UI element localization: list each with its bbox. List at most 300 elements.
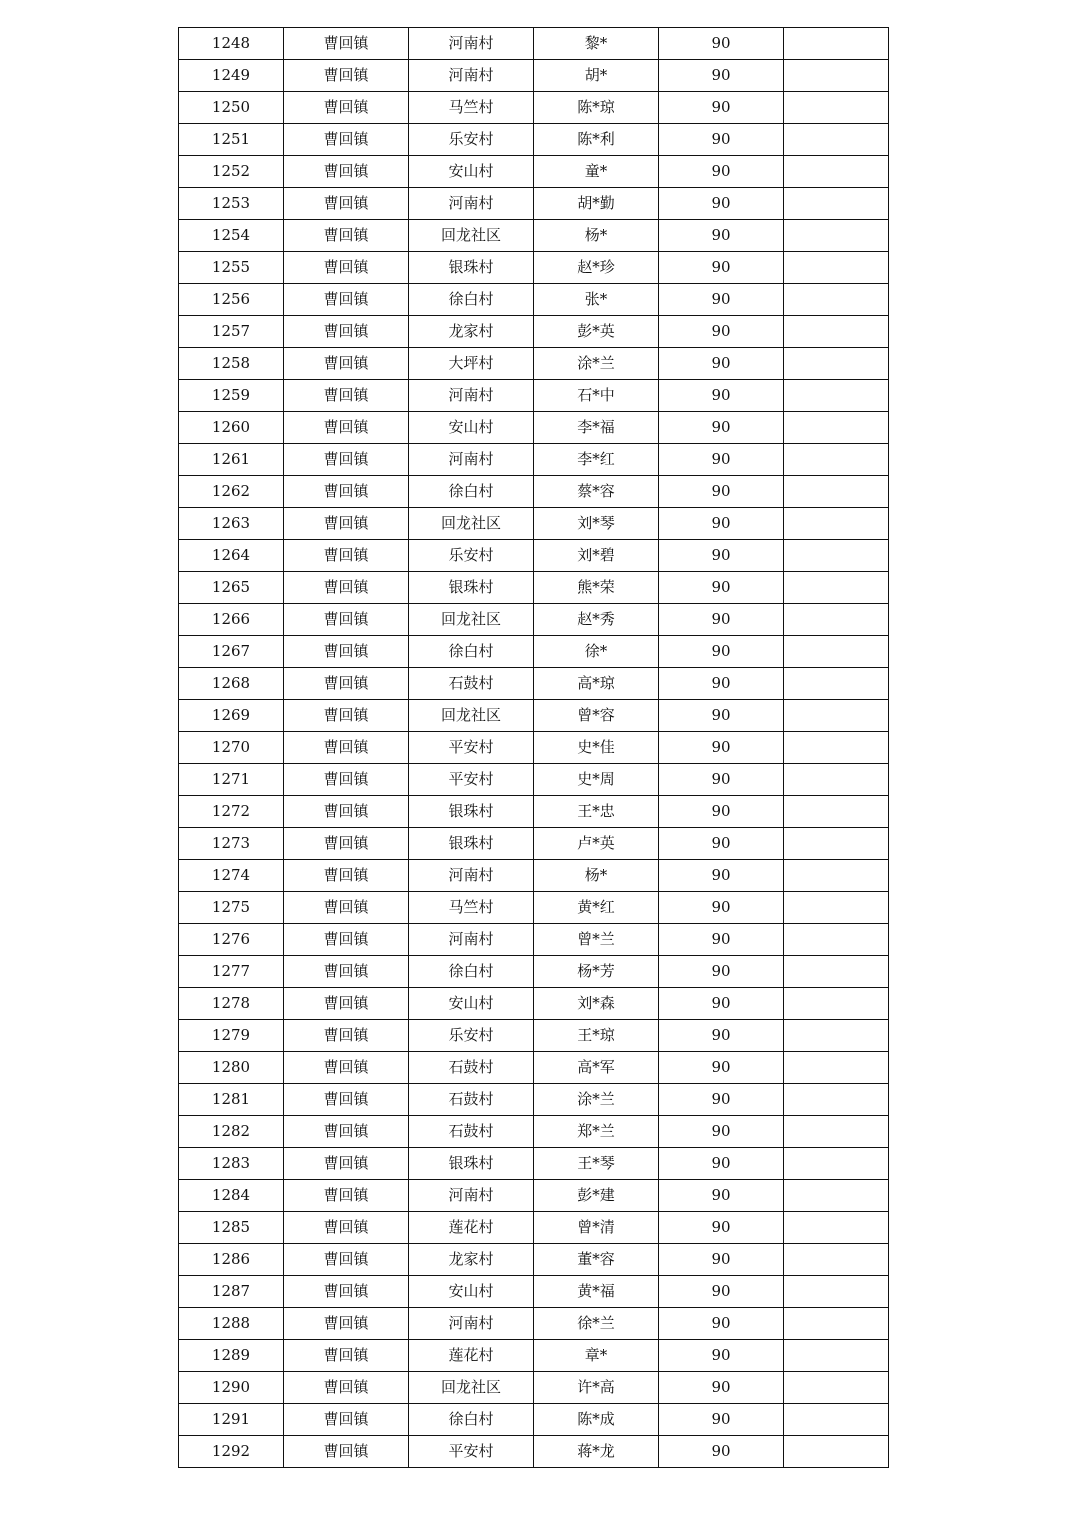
village-cell: 河南村 xyxy=(409,60,534,92)
table-row xyxy=(179,124,889,156)
row-number-cell: 1284 xyxy=(179,1180,284,1212)
row-number-cell: 1254 xyxy=(179,220,284,252)
row-number-cell: 1263 xyxy=(179,508,284,540)
name-cell: 张* xyxy=(534,284,659,316)
note-cell xyxy=(784,1116,889,1148)
amount-cell: 90 xyxy=(659,668,784,700)
name-cell: 徐* xyxy=(534,636,659,668)
table-row xyxy=(179,348,889,380)
name-cell: 高*琼 xyxy=(534,668,659,700)
row-number-cell: 1257 xyxy=(179,316,284,348)
town-cell: 曹回镇 xyxy=(284,92,409,124)
amount-cell: 90 xyxy=(659,1340,784,1372)
amount-cell: 90 xyxy=(659,284,784,316)
table-row xyxy=(179,668,889,700)
name-cell: 李*福 xyxy=(534,412,659,444)
village-cell: 回龙社区 xyxy=(409,1372,534,1404)
village-cell: 马竺村 xyxy=(409,92,534,124)
town-cell: 曹回镇 xyxy=(284,1052,409,1084)
note-cell xyxy=(784,1404,889,1436)
table-row xyxy=(179,1276,889,1308)
name-cell: 赵*秀 xyxy=(534,604,659,636)
name-cell: 史*佳 xyxy=(534,732,659,764)
amount-cell: 90 xyxy=(659,796,784,828)
note-cell xyxy=(784,380,889,412)
note-cell xyxy=(784,1148,889,1180)
amount-cell: 90 xyxy=(659,1084,784,1116)
table-row xyxy=(179,1244,889,1276)
name-cell: 蒋*龙 xyxy=(534,1436,659,1468)
amount-cell: 90 xyxy=(659,1148,784,1180)
amount-cell: 90 xyxy=(659,540,784,572)
row-number-cell: 1288 xyxy=(179,1308,284,1340)
table-row xyxy=(179,412,889,444)
town-cell: 曹回镇 xyxy=(284,924,409,956)
note-cell xyxy=(784,700,889,732)
name-cell: 彭*建 xyxy=(534,1180,659,1212)
note-cell xyxy=(784,92,889,124)
row-number-cell: 1252 xyxy=(179,156,284,188)
table-row xyxy=(179,188,889,220)
table-row xyxy=(179,252,889,284)
name-cell: 蔡*容 xyxy=(534,476,659,508)
name-cell: 董*容 xyxy=(534,1244,659,1276)
name-cell: 陈*琼 xyxy=(534,92,659,124)
table-row xyxy=(179,956,889,988)
table-row xyxy=(179,1308,889,1340)
amount-cell: 90 xyxy=(659,1180,784,1212)
amount-cell: 90 xyxy=(659,828,784,860)
row-number-cell: 1260 xyxy=(179,412,284,444)
row-number-cell: 1270 xyxy=(179,732,284,764)
town-cell: 曹回镇 xyxy=(284,1020,409,1052)
table-row xyxy=(179,892,889,924)
name-cell: 郑*兰 xyxy=(534,1116,659,1148)
name-cell: 杨* xyxy=(534,860,659,892)
amount-cell: 90 xyxy=(659,1404,784,1436)
village-cell: 平安村 xyxy=(409,764,534,796)
village-cell: 徐白村 xyxy=(409,476,534,508)
table-row xyxy=(179,572,889,604)
table-row xyxy=(179,380,889,412)
row-number-cell: 1251 xyxy=(179,124,284,156)
row-number-cell: 1272 xyxy=(179,796,284,828)
village-cell: 莲花村 xyxy=(409,1340,534,1372)
amount-cell: 90 xyxy=(659,924,784,956)
table-row xyxy=(179,924,889,956)
row-number-cell: 1290 xyxy=(179,1372,284,1404)
table-row xyxy=(179,1372,889,1404)
amount-cell: 90 xyxy=(659,156,784,188)
town-cell: 曹回镇 xyxy=(284,412,409,444)
row-number-cell: 1277 xyxy=(179,956,284,988)
table-row xyxy=(179,1084,889,1116)
name-cell: 杨* xyxy=(534,220,659,252)
table-row xyxy=(179,28,889,60)
village-cell: 安山村 xyxy=(409,412,534,444)
table-row xyxy=(179,860,889,892)
note-cell xyxy=(784,412,889,444)
amount-cell: 90 xyxy=(659,764,784,796)
village-cell: 河南村 xyxy=(409,28,534,60)
row-number-cell: 1291 xyxy=(179,1404,284,1436)
table-row xyxy=(179,508,889,540)
note-cell xyxy=(784,348,889,380)
village-cell: 河南村 xyxy=(409,1308,534,1340)
village-cell: 银珠村 xyxy=(409,828,534,860)
note-cell xyxy=(784,1308,889,1340)
amount-cell: 90 xyxy=(659,860,784,892)
name-cell: 赵*珍 xyxy=(534,252,659,284)
village-cell: 乐安村 xyxy=(409,1020,534,1052)
amount-cell: 90 xyxy=(659,1052,784,1084)
table-row xyxy=(179,1340,889,1372)
row-number-cell: 1253 xyxy=(179,188,284,220)
town-cell: 曹回镇 xyxy=(284,124,409,156)
note-cell xyxy=(784,1084,889,1116)
row-number-cell: 1278 xyxy=(179,988,284,1020)
village-cell: 乐安村 xyxy=(409,124,534,156)
town-cell: 曹回镇 xyxy=(284,988,409,1020)
table-row xyxy=(179,764,889,796)
amount-cell: 90 xyxy=(659,604,784,636)
table-row xyxy=(179,316,889,348)
table-row xyxy=(179,220,889,252)
row-number-cell: 1258 xyxy=(179,348,284,380)
town-cell: 曹回镇 xyxy=(284,1436,409,1468)
town-cell: 曹回镇 xyxy=(284,700,409,732)
village-cell: 平安村 xyxy=(409,1436,534,1468)
town-cell: 曹回镇 xyxy=(284,860,409,892)
table-row xyxy=(179,1116,889,1148)
village-cell: 马竺村 xyxy=(409,892,534,924)
town-cell: 曹回镇 xyxy=(284,444,409,476)
note-cell xyxy=(784,1276,889,1308)
town-cell: 曹回镇 xyxy=(284,1308,409,1340)
row-number-cell: 1276 xyxy=(179,924,284,956)
name-cell: 曾*兰 xyxy=(534,924,659,956)
note-cell xyxy=(784,1372,889,1404)
note-cell xyxy=(784,572,889,604)
village-cell: 安山村 xyxy=(409,1276,534,1308)
name-cell: 石*中 xyxy=(534,380,659,412)
village-cell: 徐白村 xyxy=(409,1404,534,1436)
row-number-cell: 1256 xyxy=(179,284,284,316)
note-cell xyxy=(784,284,889,316)
name-cell: 卢*英 xyxy=(534,828,659,860)
town-cell: 曹回镇 xyxy=(284,476,409,508)
amount-cell: 90 xyxy=(659,1436,784,1468)
village-cell: 平安村 xyxy=(409,732,534,764)
table-row xyxy=(179,828,889,860)
town-cell: 曹回镇 xyxy=(284,188,409,220)
village-cell: 石鼓村 xyxy=(409,1084,534,1116)
name-cell: 胡*勤 xyxy=(534,188,659,220)
name-cell: 史*周 xyxy=(534,764,659,796)
table-row xyxy=(179,700,889,732)
note-cell xyxy=(784,1020,889,1052)
amount-cell: 90 xyxy=(659,92,784,124)
note-cell xyxy=(784,892,889,924)
town-cell: 曹回镇 xyxy=(284,1084,409,1116)
row-number-cell: 1273 xyxy=(179,828,284,860)
town-cell: 曹回镇 xyxy=(284,1372,409,1404)
village-cell: 回龙社区 xyxy=(409,220,534,252)
town-cell: 曹回镇 xyxy=(284,572,409,604)
amount-cell: 90 xyxy=(659,60,784,92)
village-cell: 河南村 xyxy=(409,380,534,412)
town-cell: 曹回镇 xyxy=(284,796,409,828)
name-cell: 许*高 xyxy=(534,1372,659,1404)
data-table xyxy=(178,27,889,1468)
village-cell: 龙家村 xyxy=(409,316,534,348)
town-cell: 曹回镇 xyxy=(284,1244,409,1276)
name-cell: 刘*碧 xyxy=(534,540,659,572)
town-cell: 曹回镇 xyxy=(284,1212,409,1244)
town-cell: 曹回镇 xyxy=(284,60,409,92)
row-number-cell: 1264 xyxy=(179,540,284,572)
village-cell: 乐安村 xyxy=(409,540,534,572)
table-row xyxy=(179,988,889,1020)
note-cell xyxy=(784,828,889,860)
name-cell: 王*忠 xyxy=(534,796,659,828)
table-row xyxy=(179,1180,889,1212)
row-number-cell: 1283 xyxy=(179,1148,284,1180)
row-number-cell: 1289 xyxy=(179,1340,284,1372)
amount-cell: 90 xyxy=(659,348,784,380)
note-cell xyxy=(784,732,889,764)
table-row xyxy=(179,1212,889,1244)
table-row xyxy=(179,284,889,316)
town-cell: 曹回镇 xyxy=(284,252,409,284)
name-cell: 陈*成 xyxy=(534,1404,659,1436)
name-cell: 陈*利 xyxy=(534,124,659,156)
town-cell: 曹回镇 xyxy=(284,284,409,316)
table-row xyxy=(179,732,889,764)
amount-cell: 90 xyxy=(659,1212,784,1244)
town-cell: 曹回镇 xyxy=(284,348,409,380)
town-cell: 曹回镇 xyxy=(284,636,409,668)
village-cell: 回龙社区 xyxy=(409,604,534,636)
village-cell: 河南村 xyxy=(409,860,534,892)
amount-cell: 90 xyxy=(659,1372,784,1404)
town-cell: 曹回镇 xyxy=(284,540,409,572)
town-cell: 曹回镇 xyxy=(284,156,409,188)
town-cell: 曹回镇 xyxy=(284,1148,409,1180)
note-cell xyxy=(784,636,889,668)
amount-cell: 90 xyxy=(659,220,784,252)
row-number-cell: 1280 xyxy=(179,1052,284,1084)
town-cell: 曹回镇 xyxy=(284,668,409,700)
note-cell xyxy=(784,1340,889,1372)
amount-cell: 90 xyxy=(659,700,784,732)
village-cell: 河南村 xyxy=(409,924,534,956)
name-cell: 章* xyxy=(534,1340,659,1372)
name-cell: 熊*荣 xyxy=(534,572,659,604)
name-cell: 杨*芳 xyxy=(534,956,659,988)
village-cell: 河南村 xyxy=(409,1180,534,1212)
amount-cell: 90 xyxy=(659,444,784,476)
row-number-cell: 1259 xyxy=(179,380,284,412)
village-cell: 石鼓村 xyxy=(409,1052,534,1084)
table-row xyxy=(179,1404,889,1436)
row-number-cell: 1261 xyxy=(179,444,284,476)
row-number-cell: 1266 xyxy=(179,604,284,636)
town-cell: 曹回镇 xyxy=(284,956,409,988)
name-cell: 黄*红 xyxy=(534,892,659,924)
amount-cell: 90 xyxy=(659,572,784,604)
amount-cell: 90 xyxy=(659,636,784,668)
table-row xyxy=(179,60,889,92)
name-cell: 李*红 xyxy=(534,444,659,476)
amount-cell: 90 xyxy=(659,28,784,60)
table-body xyxy=(179,28,889,1468)
row-number-cell: 1265 xyxy=(179,572,284,604)
town-cell: 曹回镇 xyxy=(284,764,409,796)
town-cell: 曹回镇 xyxy=(284,316,409,348)
note-cell xyxy=(784,252,889,284)
table-row xyxy=(179,92,889,124)
village-cell: 石鼓村 xyxy=(409,668,534,700)
table-row xyxy=(179,1052,889,1084)
note-cell xyxy=(784,604,889,636)
name-cell: 彭*英 xyxy=(534,316,659,348)
town-cell: 曹回镇 xyxy=(284,1404,409,1436)
note-cell xyxy=(784,156,889,188)
note-cell xyxy=(784,860,889,892)
village-cell: 河南村 xyxy=(409,444,534,476)
name-cell: 童* xyxy=(534,156,659,188)
row-number-cell: 1281 xyxy=(179,1084,284,1116)
amount-cell: 90 xyxy=(659,508,784,540)
village-cell: 回龙社区 xyxy=(409,700,534,732)
row-number-cell: 1248 xyxy=(179,28,284,60)
amount-cell: 90 xyxy=(659,1276,784,1308)
town-cell: 曹回镇 xyxy=(284,604,409,636)
row-number-cell: 1250 xyxy=(179,92,284,124)
table-row xyxy=(179,444,889,476)
amount-cell: 90 xyxy=(659,732,784,764)
village-cell: 徐白村 xyxy=(409,636,534,668)
village-cell: 银珠村 xyxy=(409,572,534,604)
village-cell: 银珠村 xyxy=(409,1148,534,1180)
note-cell xyxy=(784,1052,889,1084)
note-cell xyxy=(784,28,889,60)
row-number-cell: 1282 xyxy=(179,1116,284,1148)
village-cell: 徐白村 xyxy=(409,956,534,988)
name-cell: 涂*兰 xyxy=(534,1084,659,1116)
amount-cell: 90 xyxy=(659,956,784,988)
note-cell xyxy=(784,60,889,92)
table-row xyxy=(179,1020,889,1052)
note-cell xyxy=(784,444,889,476)
row-number-cell: 1255 xyxy=(179,252,284,284)
village-cell: 莲花村 xyxy=(409,1212,534,1244)
note-cell xyxy=(784,1180,889,1212)
note-cell xyxy=(784,188,889,220)
amount-cell: 90 xyxy=(659,892,784,924)
row-number-cell: 1279 xyxy=(179,1020,284,1052)
row-number-cell: 1286 xyxy=(179,1244,284,1276)
note-cell xyxy=(784,124,889,156)
amount-cell: 90 xyxy=(659,476,784,508)
village-cell: 石鼓村 xyxy=(409,1116,534,1148)
amount-cell: 90 xyxy=(659,1244,784,1276)
table-row xyxy=(179,636,889,668)
village-cell: 龙家村 xyxy=(409,1244,534,1276)
note-cell xyxy=(784,668,889,700)
amount-cell: 90 xyxy=(659,124,784,156)
table-row xyxy=(179,156,889,188)
amount-cell: 90 xyxy=(659,1308,784,1340)
name-cell: 高*军 xyxy=(534,1052,659,1084)
name-cell: 王*琴 xyxy=(534,1148,659,1180)
amount-cell: 90 xyxy=(659,1020,784,1052)
row-number-cell: 1287 xyxy=(179,1276,284,1308)
row-number-cell: 1262 xyxy=(179,476,284,508)
town-cell: 曹回镇 xyxy=(284,220,409,252)
amount-cell: 90 xyxy=(659,316,784,348)
note-cell xyxy=(784,1244,889,1276)
village-cell: 银珠村 xyxy=(409,796,534,828)
note-cell xyxy=(784,316,889,348)
row-number-cell: 1285 xyxy=(179,1212,284,1244)
name-cell: 刘*琴 xyxy=(534,508,659,540)
town-cell: 曹回镇 xyxy=(284,1180,409,1212)
note-cell xyxy=(784,508,889,540)
note-cell xyxy=(784,476,889,508)
row-number-cell: 1268 xyxy=(179,668,284,700)
name-cell: 王*琼 xyxy=(534,1020,659,1052)
note-cell xyxy=(784,924,889,956)
town-cell: 曹回镇 xyxy=(284,380,409,412)
table-row xyxy=(179,1148,889,1180)
village-cell: 安山村 xyxy=(409,988,534,1020)
note-cell xyxy=(784,540,889,572)
name-cell: 胡* xyxy=(534,60,659,92)
note-cell xyxy=(784,764,889,796)
table-row xyxy=(179,796,889,828)
note-cell xyxy=(784,988,889,1020)
village-cell: 大坪村 xyxy=(409,348,534,380)
table-row xyxy=(179,1436,889,1468)
amount-cell: 90 xyxy=(659,412,784,444)
note-cell xyxy=(784,796,889,828)
name-cell: 徐*兰 xyxy=(534,1308,659,1340)
village-cell: 徐白村 xyxy=(409,284,534,316)
amount-cell: 90 xyxy=(659,252,784,284)
amount-cell: 90 xyxy=(659,380,784,412)
town-cell: 曹回镇 xyxy=(284,1116,409,1148)
name-cell: 曾*容 xyxy=(534,700,659,732)
town-cell: 曹回镇 xyxy=(284,1276,409,1308)
table-row xyxy=(179,604,889,636)
name-cell: 黎* xyxy=(534,28,659,60)
name-cell: 曾*清 xyxy=(534,1212,659,1244)
village-cell: 安山村 xyxy=(409,156,534,188)
row-number-cell: 1274 xyxy=(179,860,284,892)
town-cell: 曹回镇 xyxy=(284,892,409,924)
name-cell: 涂*兰 xyxy=(534,348,659,380)
amount-cell: 90 xyxy=(659,988,784,1020)
row-number-cell: 1267 xyxy=(179,636,284,668)
table-row xyxy=(179,476,889,508)
village-cell: 银珠村 xyxy=(409,252,534,284)
name-cell: 刘*森 xyxy=(534,988,659,1020)
row-number-cell: 1249 xyxy=(179,60,284,92)
town-cell: 曹回镇 xyxy=(284,508,409,540)
town-cell: 曹回镇 xyxy=(284,828,409,860)
